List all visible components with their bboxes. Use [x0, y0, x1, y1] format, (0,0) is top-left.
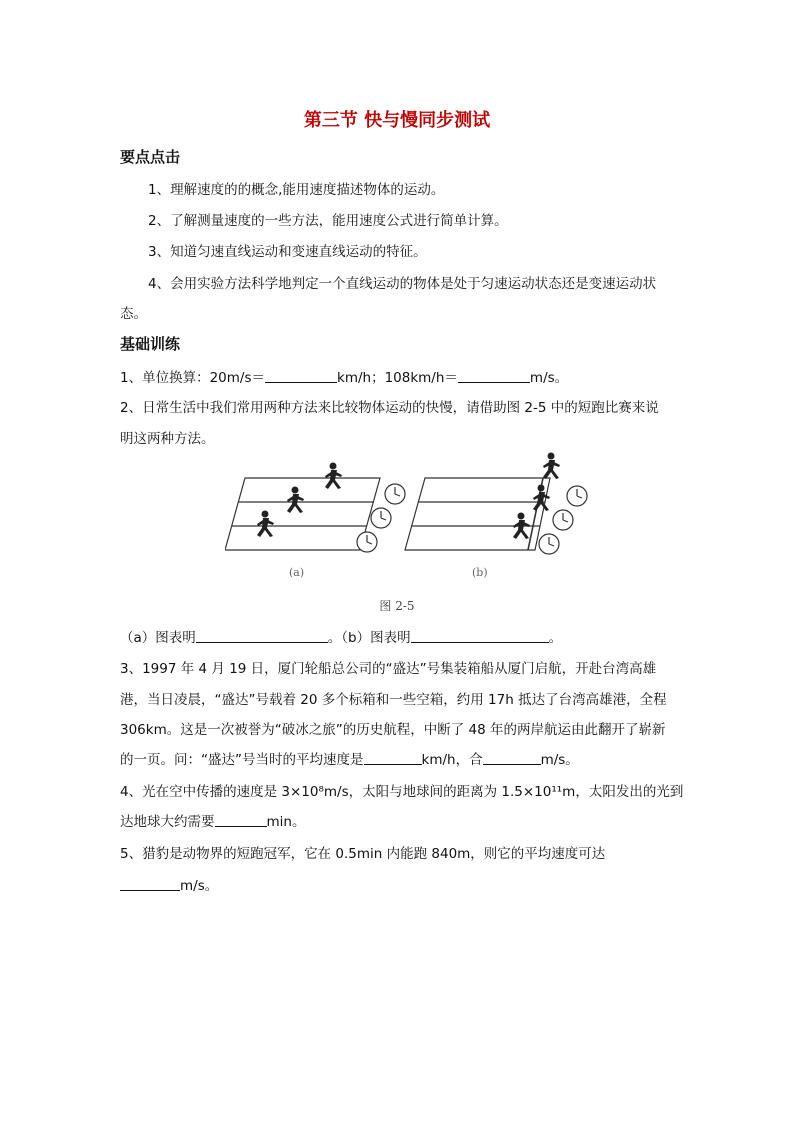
- track-a-outline: [225, 478, 380, 550]
- q5-blank[interactable]: [120, 878, 180, 891]
- q2-blank-a[interactable]: [196, 630, 328, 643]
- q3-text-b: km/h，合: [421, 752, 483, 768]
- q3-blank-1[interactable]: [364, 752, 422, 765]
- question-1: [120, 366, 680, 386]
- figure-a-clocks: [357, 484, 405, 552]
- question-5-line-2: [120, 874, 680, 894]
- q1-text-a: 1、单位换算：20m/s＝: [120, 370, 265, 386]
- q2-ans-end: 。: [548, 630, 563, 646]
- clock-icon: [539, 534, 559, 554]
- clock-icon: [385, 484, 405, 504]
- q3-blank-2[interactable]: [483, 752, 541, 765]
- question-4-line-2: [120, 810, 680, 830]
- figure-2-5: [225, 448, 595, 588]
- question-2-line-2: 明这两种方法。: [120, 431, 215, 447]
- track-b-outline: [405, 478, 550, 550]
- key-point-4: 4、会用实验方法科学地判定一个直线运动的物体是处于匀速运动状态还是变速运动状: [148, 276, 657, 292]
- q1-text-c: m/s。: [529, 370, 569, 386]
- figure-a-track: [225, 478, 380, 550]
- section-heading-basic-training: 基础训练: [120, 335, 181, 353]
- page-title: 第三节 快与慢同步测试: [303, 110, 491, 131]
- question-2-answers: [120, 626, 680, 646]
- q4-text-b: min。: [266, 814, 306, 830]
- clock-icon: [371, 508, 391, 528]
- q4-text-a: 达地球大约需要: [120, 814, 215, 830]
- figure-label-b: (b): [472, 566, 488, 579]
- figure-b-track: [405, 478, 550, 550]
- q2-ans-b-label: 。（b）图表明: [327, 630, 411, 646]
- q1-blank-1[interactable]: [265, 370, 337, 383]
- question-4-line-1: 4、光在空中传播的速度是 3×10⁸m/s，太阳与地球间的距离为 1.5×10¹¹m，太阳发出的光到: [120, 784, 684, 800]
- q4-blank[interactable]: [215, 814, 267, 827]
- runner-icon: [513, 513, 530, 540]
- q2-ans-a-label: （a）图表明: [120, 630, 196, 646]
- question-3-line-1: 3、1997 年 4 月 19 日，厦门轮船总公司的“盛达”号集装箱船从厦门启航，开赴台湾高雄: [120, 661, 657, 677]
- runner-icon: [287, 487, 304, 514]
- runner-icon: [257, 511, 274, 538]
- question-2-line-1: 2、日常生活中我们常用两种方法来比较物体运动的快慢，请借助图 2-5 中的短跑比赛来说: [120, 400, 659, 416]
- q3-text-c: m/s。: [540, 752, 579, 768]
- question-3-line-2: 港，当日凌晨，“盛达”号载着 20 多个标箱和一些空箱，约用 17h 抵达了台湾高雄港，全程: [120, 692, 667, 708]
- runner-icon: [325, 463, 342, 490]
- q1-text-b: km/h；108km/h＝: [337, 370, 458, 386]
- question-3-line-3: 306km。这是一次被誉为“破冰之旅”的历史航程，中断了 48 年的两岸航运由此翻开了崭新: [120, 722, 666, 738]
- clock-icon: [567, 486, 587, 506]
- clock-icon: [357, 532, 377, 552]
- q2-blank-b[interactable]: [411, 630, 549, 643]
- q5-text: m/s。: [180, 878, 219, 894]
- key-point-1: 1、理解速度的的概念,能用速度描述物体的运动。: [148, 182, 445, 198]
- key-point-4-cont: 态。: [120, 306, 147, 322]
- runner-icon: [543, 453, 560, 480]
- key-point-2: 2、了解测量速度的一些方法，能用速度公式进行简单计算。: [148, 213, 508, 229]
- q1-blank-2[interactable]: [458, 370, 530, 383]
- clock-icon: [553, 510, 573, 530]
- key-point-3: 3、知道匀速直线运动和变速直线运动的特征。: [148, 244, 427, 260]
- q3-text-a: 的一页。问：“盛达”号当时的平均速度是: [120, 752, 364, 768]
- figure-caption: 图 2-5: [379, 599, 415, 613]
- question-3-line-4: [120, 748, 680, 768]
- figure-label-a: (a): [289, 566, 305, 579]
- section-heading-key-points: 要点点击: [120, 148, 181, 166]
- question-5-line-1: 5、猎豹是动物界的短跑冠军，它在 0.5min 内能跑 840m，则它的平均速度可达: [120, 846, 606, 862]
